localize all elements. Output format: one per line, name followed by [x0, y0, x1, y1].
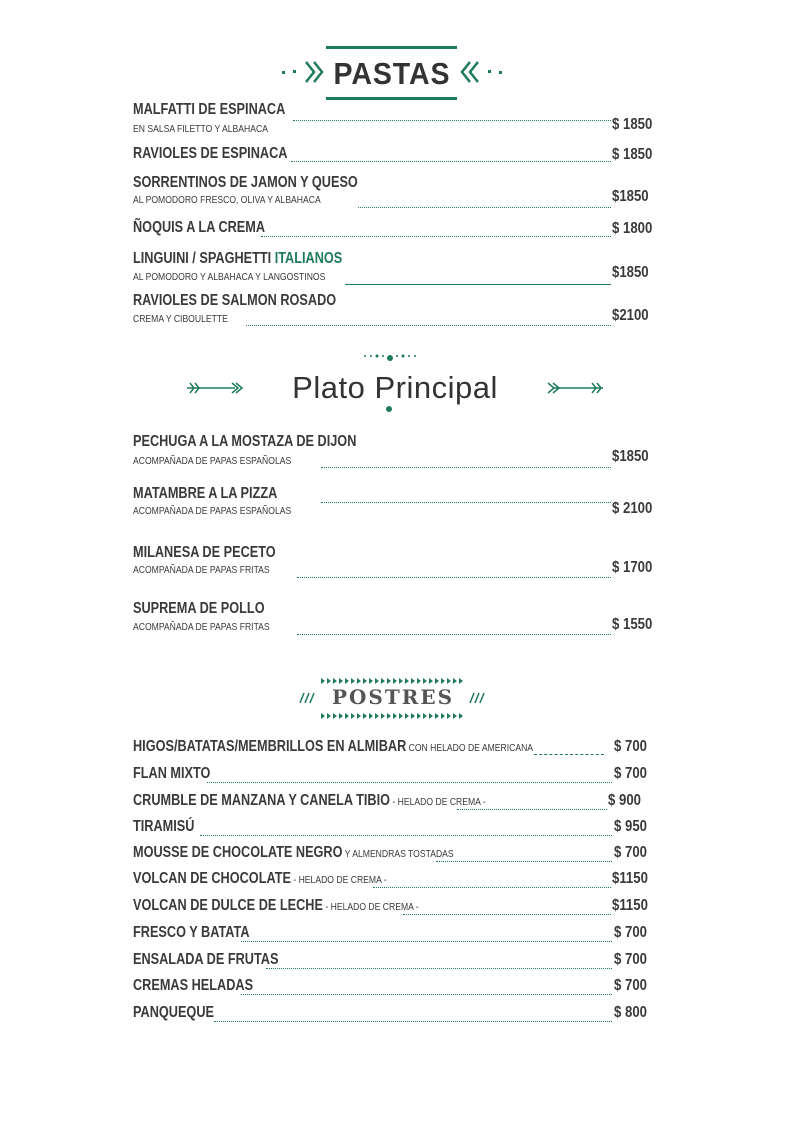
triangle-mark: [441, 713, 445, 719]
item-note: - HELADO DE CREMA -: [322, 901, 419, 913]
triangle-mark: [339, 678, 343, 684]
triangle-mark: [387, 713, 391, 719]
item-name: MATAMBRE A LA PIZZA: [133, 485, 278, 502]
item-name-text: LINGUINI / SPAGHETTI: [133, 250, 275, 267]
item-name-text: FLAN MIXTO: [133, 765, 211, 782]
triangle-mark: [411, 713, 415, 719]
dotted-leader: [321, 502, 611, 503]
item-note: - HELADO DE CREMA -: [390, 796, 486, 808]
triangle-mark: [405, 713, 409, 719]
dotted-leader: [246, 325, 611, 326]
item-price: $ 1850: [612, 146, 653, 163]
menu-item-dessert: [133, 844, 655, 866]
triangle-mark: [429, 713, 433, 719]
item-name: [133, 924, 250, 942]
menu-item-dessert: [133, 765, 655, 787]
item-description: ACOMPAÑADA DE PAPAS FRITAS: [133, 621, 270, 633]
triangle-mark: [327, 713, 331, 719]
item-price: $ 2100: [612, 500, 653, 517]
item-name-text: MOUSSE DE CHOCOLATE NEGRO: [133, 844, 343, 861]
menu-item-dessert: [133, 1004, 655, 1026]
menu-item-main: [133, 544, 655, 582]
triangle-mark: [387, 678, 391, 684]
menu-item-pasta: [133, 292, 655, 328]
triangle-mark: [459, 678, 463, 684]
menu-item-pasta: [133, 174, 655, 210]
item-name: [133, 792, 486, 810]
item-name: [133, 951, 278, 969]
menu-item-dessert: [133, 951, 655, 973]
item-price: $ 800: [614, 1004, 647, 1021]
item-name: [133, 870, 387, 888]
item-price: $ 1850: [612, 116, 653, 133]
menu-item-dessert: [133, 977, 655, 999]
section-title-postres: POSTRES: [331, 685, 455, 709]
triangle-mark: [369, 713, 373, 719]
item-name-text: VOLCAN DE DULCE DE LECHE: [133, 897, 323, 914]
item-price: $ 700: [614, 844, 647, 861]
triangle-mark: [429, 678, 433, 684]
item-price: $1850: [612, 264, 649, 281]
triangle-mark: [333, 713, 337, 719]
item-price: $1850: [612, 188, 649, 205]
menu-item-dessert: [133, 897, 655, 919]
dotted-leader: [321, 467, 611, 468]
item-name-text: VOLCAN DE CHOCOLATE: [133, 870, 291, 887]
item-price: $ 950: [614, 818, 647, 835]
item-description: ACOMPAÑADA DE PAPAS ESPAÑOLAS: [133, 455, 292, 467]
item-price: $ 700: [614, 924, 647, 941]
menu-item-main: [133, 600, 655, 638]
ornament-dot-bottom-icon: [384, 404, 394, 414]
triangle-mark: [393, 678, 397, 684]
triangle-mark: [435, 678, 439, 684]
menu-item-dessert: [133, 792, 655, 814]
item-price: $ 900: [608, 792, 641, 809]
triangle-border-bottom-icon: [321, 713, 466, 719]
dotted-leader: [297, 577, 611, 578]
menu-item-dessert: [133, 870, 655, 892]
menu-item-dessert: [133, 818, 655, 840]
triangle-mark: [405, 678, 409, 684]
menu-item-dessert: [133, 738, 655, 760]
item-name-text: FRESCO Y BATATA: [133, 924, 250, 941]
item-name: [133, 738, 533, 756]
dotted-leader: [241, 941, 612, 942]
triangle-border-top-icon: [321, 678, 466, 684]
item-name: [133, 897, 419, 915]
item-note: CON HELADO DE AMERICANA: [406, 742, 534, 754]
item-name: SUPREMA DE POLLO: [133, 600, 265, 617]
triangle-mark: [459, 713, 463, 719]
section-title-pastas: PASTAS: [333, 56, 451, 91]
triangle-mark: [351, 678, 355, 684]
triangle-mark: [333, 678, 337, 684]
dotted-leader: [297, 634, 611, 635]
triangle-mark: [363, 713, 367, 719]
dotted-leader: [266, 968, 612, 969]
triangle-mark: [393, 713, 397, 719]
ornament-dots-top-icon: [361, 350, 419, 362]
menu-item-main: [133, 485, 655, 523]
triangle-mark: [417, 678, 421, 684]
item-name-text: HIGOS/BATATAS/MEMBRILLOS EN ALMIBAR: [133, 738, 407, 755]
dotted-leader: [261, 236, 611, 237]
triangle-mark: [381, 678, 385, 684]
triangle-mark: [375, 678, 379, 684]
triangle-mark: [327, 678, 331, 684]
triangle-mark: [369, 678, 373, 684]
dotted-leader: [241, 994, 612, 995]
header-rule: [326, 46, 457, 49]
item-price: $1150: [612, 870, 648, 887]
item-name-text: PANQUEQUE: [133, 1004, 214, 1021]
dotted-leader: [293, 120, 611, 121]
dotted-leader: [358, 207, 611, 208]
item-price: $ 700: [614, 765, 647, 782]
dotted-leader: [214, 1021, 612, 1022]
triangle-mark: [447, 678, 451, 684]
triangle-mark: [423, 678, 427, 684]
triangle-mark: [411, 678, 415, 684]
triangle-mark: [339, 713, 343, 719]
menu-item-main: [133, 433, 655, 471]
item-name: [133, 844, 454, 862]
item-name: RAVIOLES DE ESPINACA: [133, 145, 288, 162]
item-price: $ 700: [614, 951, 647, 968]
triangle-mark: [399, 713, 403, 719]
item-name-text: CRUMBLE DE MANZANA Y CANELA TIBIO: [133, 792, 391, 809]
triangle-mark: [345, 713, 349, 719]
item-name-text: ENSALADA DE FRUTAS: [133, 951, 279, 968]
item-note: - HELADO DE CREMA -: [290, 874, 387, 886]
triangle-mark: [441, 678, 445, 684]
item-description: ACOMPAÑADA DE PAPAS ESPAÑOLAS: [133, 505, 292, 517]
menu-item-pasta: [133, 145, 655, 167]
triangle-mark: [351, 713, 355, 719]
menu-item-pasta: [133, 101, 655, 137]
item-name-highlight: ITALIANOS: [274, 250, 343, 267]
arrow-right-icon: [455, 56, 505, 88]
triangle-mark: [321, 678, 325, 684]
item-name: [133, 977, 253, 995]
pastas-header: [279, 44, 505, 102]
triangle-mark: [399, 678, 403, 684]
item-price: $2100: [612, 307, 649, 324]
arrow-right-icon: [545, 380, 605, 396]
item-name: [133, 1004, 214, 1022]
item-description: AL POMODORO FRESCO, OLIVA Y ALBAHACA: [133, 194, 321, 206]
item-name: RAVIOLES DE SALMON ROSADO: [133, 292, 337, 309]
item-name: MALFATTI DE ESPINACA: [133, 101, 286, 118]
item-name: [133, 250, 342, 268]
item-description: CREMA Y CIBOULETTE: [133, 313, 228, 325]
dotted-leader: [457, 809, 607, 810]
item-price: $ 700: [614, 977, 647, 994]
triangle-mark: [447, 713, 451, 719]
item-name: [133, 765, 210, 783]
item-name-text: TIRAMISÚ: [133, 818, 195, 835]
triangle-mark: [357, 678, 361, 684]
item-name: PECHUGA A LA MOSTAZA DE DIJON: [133, 433, 357, 450]
plato-principal-header: [185, 348, 605, 420]
triangle-mark: [357, 713, 361, 719]
item-price: $1150: [612, 897, 648, 914]
item-price: $ 1800: [612, 220, 653, 237]
dotted-leader: [291, 161, 611, 162]
triangle-mark: [417, 713, 421, 719]
item-name: [133, 818, 194, 836]
item-price: $ 700: [614, 738, 647, 755]
postres-header: [298, 678, 488, 722]
section-title-plato-principal: Plato Principal: [292, 370, 498, 405]
menu-item-pasta: [133, 219, 655, 241]
item-name: ÑOQUIS A LA CREMA: [133, 219, 266, 236]
item-description: ACOMPAÑADA DE PAPAS FRITAS: [133, 564, 270, 576]
dashed-leader: [534, 754, 604, 755]
dotted-leader: [436, 861, 612, 862]
item-note: Y ALMENDRAS TOSTADAS: [342, 848, 454, 860]
dotted-leader: [373, 887, 611, 888]
item-price: $ 1700: [612, 559, 653, 576]
slash-right-icon: [468, 692, 488, 704]
item-price: $1850: [612, 448, 649, 465]
triangle-mark: [423, 713, 427, 719]
menu-item-pasta: [133, 250, 655, 286]
dotted-leader: [200, 835, 612, 836]
triangle-mark: [375, 713, 379, 719]
triangle-mark: [363, 678, 367, 684]
item-name: SORRENTINOS DE JAMON Y QUESO: [133, 174, 358, 191]
triangle-mark: [321, 713, 325, 719]
item-name: MILANESA DE PECETO: [133, 544, 276, 561]
triangle-mark: [435, 713, 439, 719]
item-name-text: CREMAS HELADAS: [133, 977, 254, 994]
triangle-mark: [345, 678, 349, 684]
header-rule: [326, 97, 457, 100]
triangle-mark: [453, 713, 457, 719]
item-price: $ 1550: [612, 616, 653, 633]
dotted-leader: [207, 782, 612, 783]
triangle-mark: [381, 713, 385, 719]
item-description: EN SALSA FILETTO Y ALBAHACA: [133, 123, 268, 135]
dotted-leader: [403, 914, 611, 915]
item-description: AL POMODORO Y ALBAHACA Y LANGOSTINOS: [133, 271, 326, 283]
triangle-mark: [453, 678, 457, 684]
menu-item-dessert: [133, 924, 655, 946]
solid-leader: [345, 284, 611, 285]
